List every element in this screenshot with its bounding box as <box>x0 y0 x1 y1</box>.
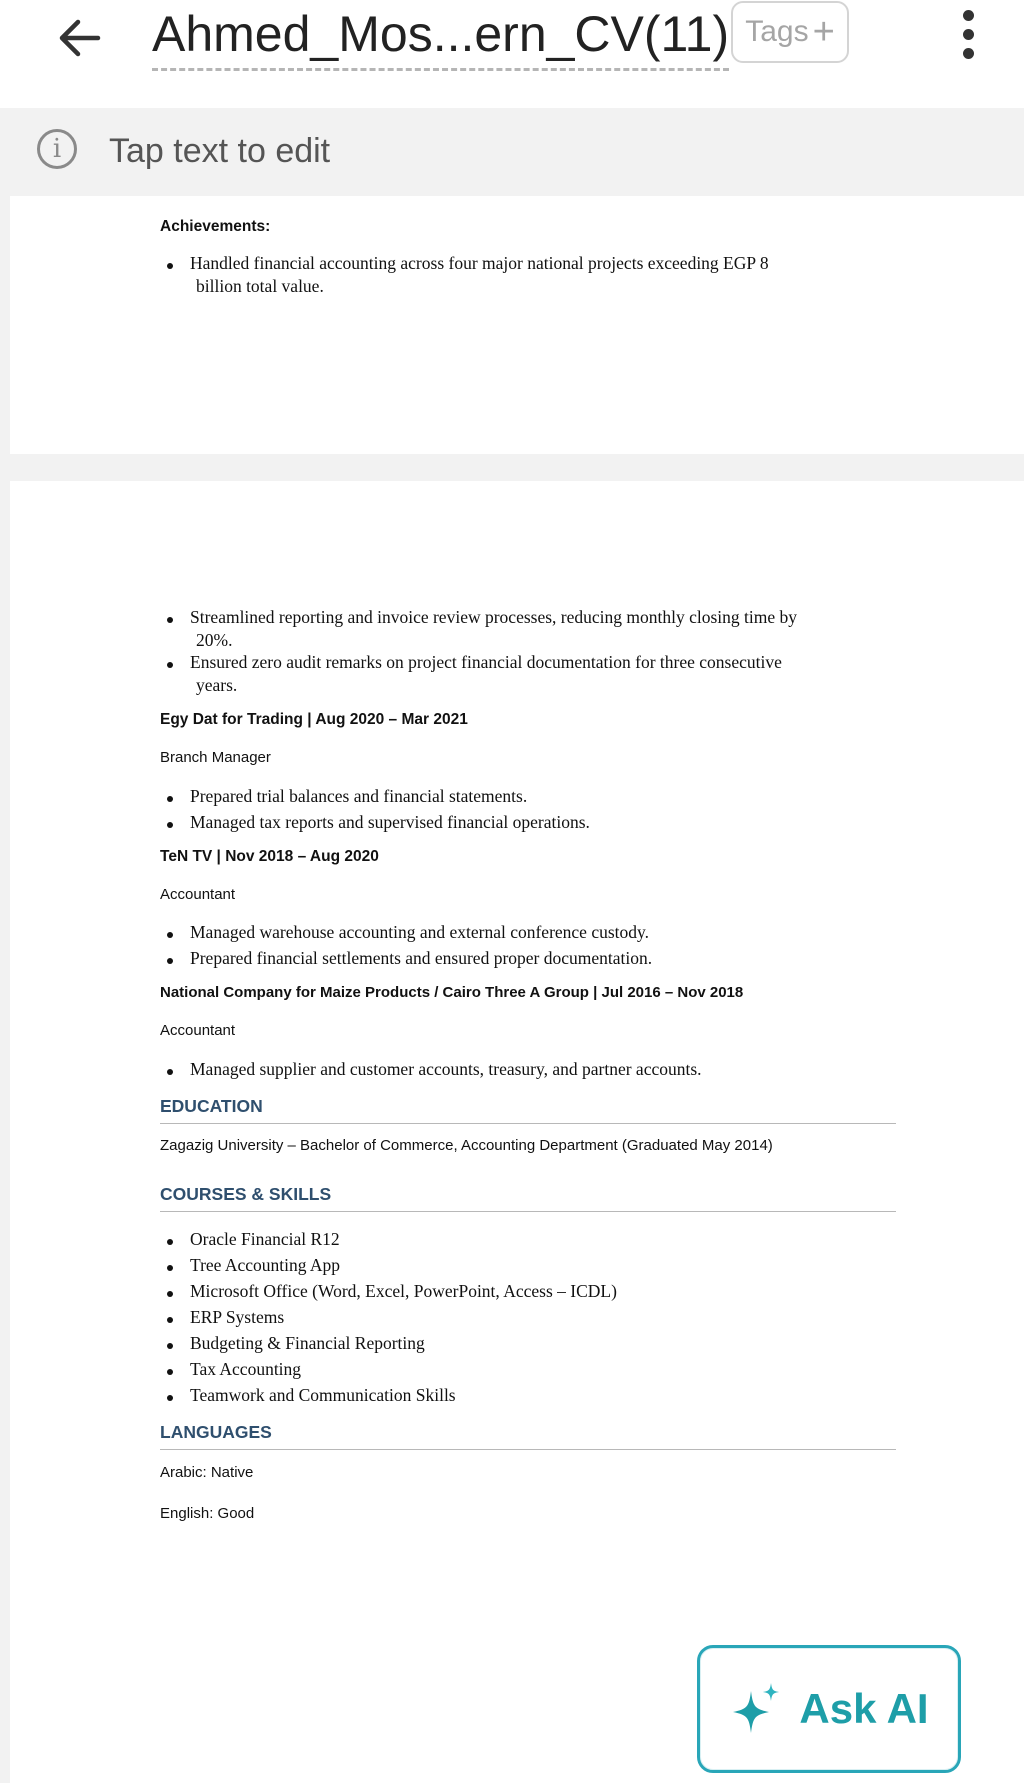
skill-item[interactable]: Tax Accounting <box>190 1359 302 1379</box>
bullet-item[interactable]: Prepared trial balances and financial statements. <box>190 786 528 806</box>
document-page[interactable] <box>10 196 1024 454</box>
bullet-item-continued[interactable]: 20%. <box>196 630 233 650</box>
language-item[interactable]: Arabic: Native <box>160 1464 254 1481</box>
skill-item[interactable]: Teamwork and Communication Skills <box>190 1385 456 1405</box>
skill-item[interactable]: Tree Accounting App <box>190 1255 341 1275</box>
skill-item[interactable]: Budgeting & Financial Reporting <box>190 1333 425 1353</box>
edit-hint-bar <box>0 108 1024 196</box>
edit-hint-text: Tap text to edit <box>109 132 331 170</box>
tags-button[interactable] <box>731 1 849 63</box>
job-role[interactable]: Accountant <box>160 886 236 903</box>
job-header[interactable]: National Company for Maize Products / Cairo Three A Group | Jul 2016 – Nov 2018 <box>160 984 744 1001</box>
bullet-item[interactable]: Managed tax reports and supervised financial operations. <box>190 812 590 832</box>
document-title[interactable]: Ahmed_Mos...ern_CV(11) <box>152 2 729 71</box>
skill-item[interactable]: Microsoft Office (Word, Excel, PowerPoint, Access – ICDL) <box>190 1281 617 1301</box>
job-header[interactable]: Egy Dat for Trading | Aug 2020 – Mar 2021 <box>160 711 468 728</box>
achievement-item-continued[interactable]: billion total value. <box>196 276 324 296</box>
skills-heading[interactable]: COURSES & SKILLS <box>160 1184 332 1204</box>
job-role[interactable]: Branch Manager <box>160 749 271 766</box>
back-button[interactable] <box>50 8 110 68</box>
languages-heading[interactable]: LANGUAGES <box>160 1422 272 1442</box>
section-divider <box>160 1449 896 1450</box>
ask-ai-label: Ask AI <box>799 1685 929 1732</box>
arrow-left-icon <box>58 16 102 60</box>
section-divider <box>160 1123 896 1124</box>
more-vertical-icon <box>963 10 974 21</box>
achievements-heading[interactable]: Achievements: <box>160 218 271 235</box>
bullet-item-continued[interactable]: years. <box>196 675 238 695</box>
skill-item[interactable]: ERP Systems <box>190 1307 285 1327</box>
bullet-item[interactable]: Prepared financial settlements and ensured proper documentation. <box>190 948 653 968</box>
bullet-item[interactable]: Managed supplier and customer accounts, treasury, and partner accounts. <box>190 1059 702 1079</box>
document-viewer[interactable] <box>0 196 1024 1783</box>
sparkle-icon <box>729 1681 785 1737</box>
document-page[interactable] <box>10 481 1024 1783</box>
job-role[interactable]: Accountant <box>160 1022 236 1039</box>
section-divider <box>160 1211 896 1212</box>
bullet-item[interactable]: Streamlined reporting and invoice review processes, reducing monthly closing time by <box>190 607 797 627</box>
plus-icon: + <box>812 11 835 53</box>
bullet-item[interactable]: Ensured zero audit remarks on project financial documentation for three consecutive <box>190 652 782 672</box>
bullet-item[interactable]: Managed warehouse accounting and external conference custody. <box>190 922 650 942</box>
more-options-button[interactable] <box>946 4 990 64</box>
ask-ai-button[interactable] <box>697 1645 961 1773</box>
info-icon: i <box>37 129 77 169</box>
tags-label: Tags <box>745 15 809 48</box>
education-heading[interactable]: EDUCATION <box>160 1096 263 1116</box>
language-item[interactable]: English: Good <box>160 1505 255 1522</box>
app-bar <box>0 0 1024 108</box>
education-text[interactable]: Zagazig University – Bachelor of Commerce, Accounting Department (Graduated May 2014) <box>160 1137 773 1154</box>
achievement-item[interactable]: Handled financial accounting across four major national projects exceeding EGP 8 <box>190 253 769 273</box>
skill-item[interactable]: Oracle Financial R12 <box>190 1229 340 1249</box>
job-header[interactable]: TeN TV | Nov 2018 – Aug 2020 <box>160 848 379 865</box>
